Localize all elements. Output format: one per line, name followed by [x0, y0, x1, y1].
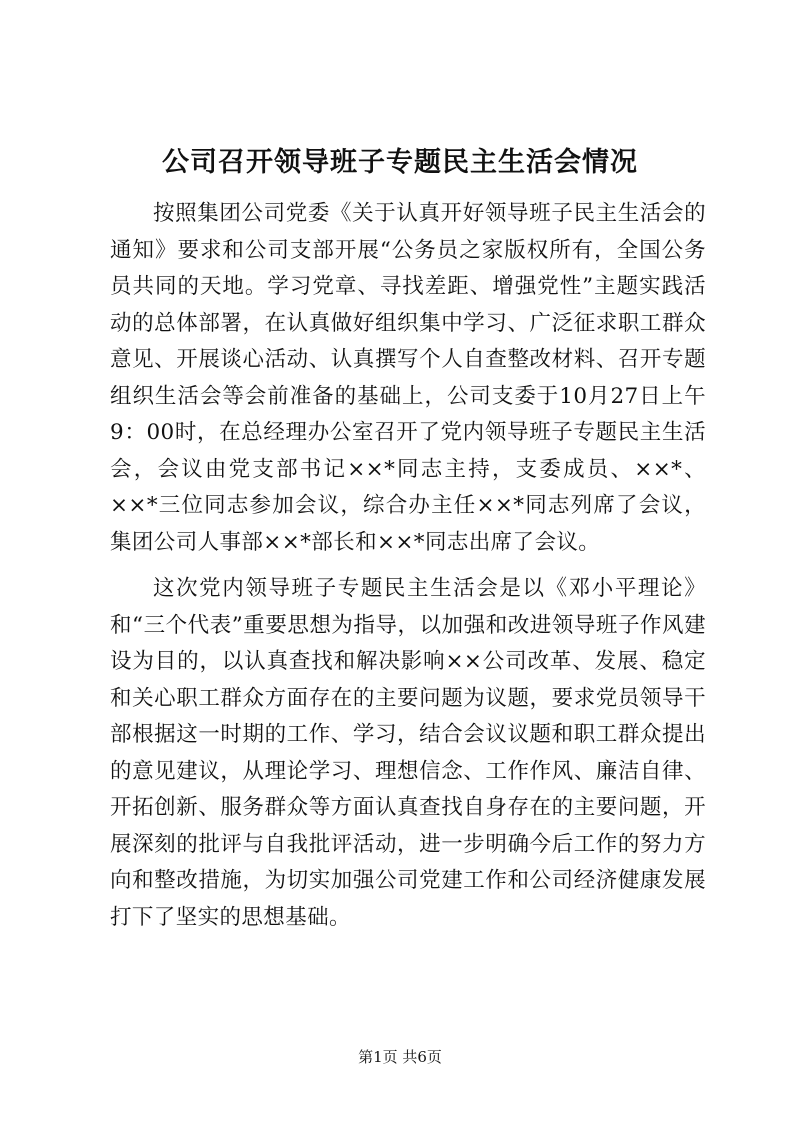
paragraph-1: 按照集团公司党委《关于认真开好领导班子民主生活会的通知》要求和公司支部开展“公务员之家版权所有，全国公务员共同的天地。学习党章、寻找差距、增强党性”主题实践活动的总体部署，在认真做好组织集中学习、广泛征求职工群众意见、开展谈心活动、认真撰写个人自查整改材料、召开专题组织生活会等会前准备的基础上，公司支委于10月27日上午9：00时，在总经理办公室召开了党内领导班子专题民主生活会，会议由党支部书记××*同志主持，支委成员、××*、××*三位同志参加会议，综合办主任××*同志列席了会议，集团公司人事部××*部长和××*同志出席了会议。 [110, 201, 706, 555]
document-body [110, 196, 706, 936]
paragraph-2: 这次党内领导班子专题民主生活会是以《邓小平理论》和“三个代表”重要思想为指导，以加强和改进领导班子作风建设为目的，以认真查找和解决影响××公司改革、发展、稳定和关心职工群众方面存在的主要问题为议题，要求党员领导干部根据这一时期的工作、学习，结合会议议题和职工群众提出的意见建议，从理论学习、理想信念、工作作风、廉洁自律、开拓创新、服务群众等方面认真查找自身存在的主要问题，开展深刻的批评与自我批评活动，进一步明确今后工作的努力方向和整改措施，为切实加强公司党建工作和公司经济健康发展打下了坚实的思想基础。 [110, 576, 706, 930]
page-number-footer: 第1页 共6页 [358, 1048, 442, 1066]
document-title: 公司召开领导班子专题民主生活会情况 [162, 147, 638, 178]
